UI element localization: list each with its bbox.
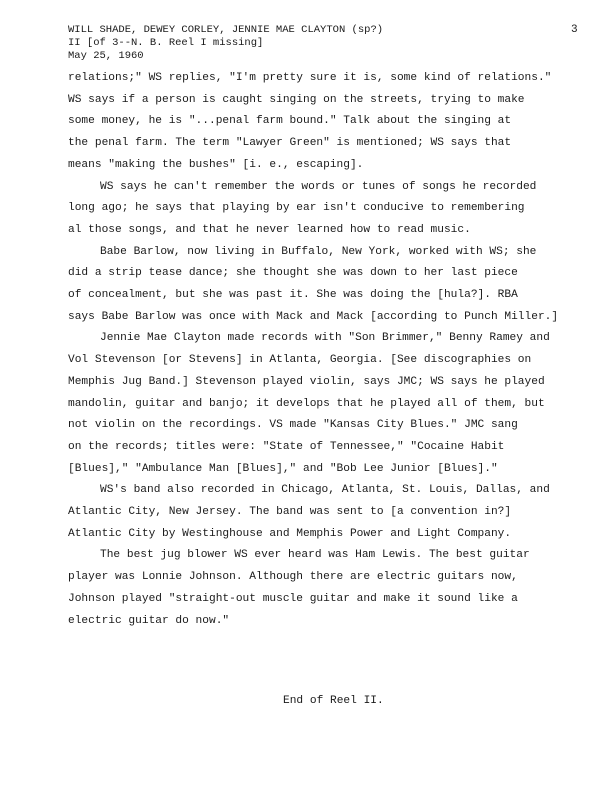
header-date: May 25, 1960 [68, 50, 144, 62]
text-line: says Babe Barlow was once with Mack and Mack [according to Punch Miller.] [68, 310, 559, 323]
text-line: Atlantic City, New Jersey. The band was sent to [a convention in?] [68, 506, 512, 519]
text-line: [Blues]," "Ambulance Man [Blues]," and "Bob Lee Junior [Blues]." [68, 462, 498, 475]
text-line: al those songs, and that he never learned how to read music. [68, 223, 471, 236]
text-line: WS says if a person is caught singing on the streets, trying to make [68, 93, 525, 106]
text-line: electric guitar do now." [68, 614, 230, 627]
text-line: of concealment, but she was past it. She was doing the [hula?]. RBA [68, 289, 518, 302]
text-line: Johnson played "straight-out muscle guitar and make it sound like a [68, 592, 518, 605]
transcript-body [68, 68, 608, 632]
text-line: Memphis Jug Band.] Stevenson played violin, says JMC; WS says he played [68, 375, 545, 388]
text-line: mandolin, guitar and banjo; it develops that he played all of them, but [68, 397, 545, 410]
page-number: 3 [571, 24, 578, 36]
text-line: The best jug blower WS ever heard was Ham Lewis. The best guitar [100, 549, 530, 562]
header-names: WILL SHADE, DEWEY CORLEY, JENNIE MAE CLAYTON (sp?) [68, 24, 384, 36]
paragraph [68, 328, 608, 480]
text-line: Jennie Mae Clayton made records with "Son Brimmer," Benny Ramey and [100, 332, 550, 345]
header-reel-info: II [of 3--N. B. Reel I missing] [68, 37, 264, 49]
text-line: Atlantic City by Westinghouse and Memphis Power and Light Company. [68, 527, 512, 540]
text-line: some money, he is "...penal farm bound." Talk about the singing at [68, 115, 512, 128]
paragraph [68, 480, 608, 545]
paragraph [68, 242, 608, 329]
text-line: Vol Stevenson [or Stevens] in Atlanta, Georgia. [See discographies on [68, 354, 532, 367]
end-of-reel-note: End of Reel II. [283, 695, 384, 707]
document-header [68, 24, 383, 63]
text-line: relations;" WS replies, "I'm pretty sure it is, some kind of relations." [68, 72, 552, 84]
text-line: the penal farm. The term "Lawyer Green" is mentioned; WS says that [68, 137, 512, 150]
text-line: on the records; titles were: "State of Tennessee," "Cocaine Habit [68, 440, 505, 453]
text-line: not violin on the recordings. VS made "Kansas City Blues." JMC sang [68, 419, 518, 432]
paragraph [68, 177, 608, 242]
paragraph [68, 68, 608, 177]
text-line: did a strip tease dance; she thought she was down to her last piece [68, 267, 518, 280]
text-line: WS says he can't remember the words or tunes of songs he recorded [100, 180, 537, 193]
text-line: WS's band also recorded in Chicago, Atlanta, St. Louis, Dallas, and [100, 484, 550, 497]
text-line: player was Lonnie Johnson. Although there are electric guitars now, [68, 571, 518, 584]
text-line: means "making the bushes" [i. e., escaping]. [68, 158, 364, 171]
text-line: Babe Barlow, now living in Buffalo, New York, worked with WS; she [100, 245, 537, 258]
text-line: long ago; he says that playing by ear isn't conducive to remembering [68, 202, 525, 215]
paragraph [68, 545, 608, 632]
